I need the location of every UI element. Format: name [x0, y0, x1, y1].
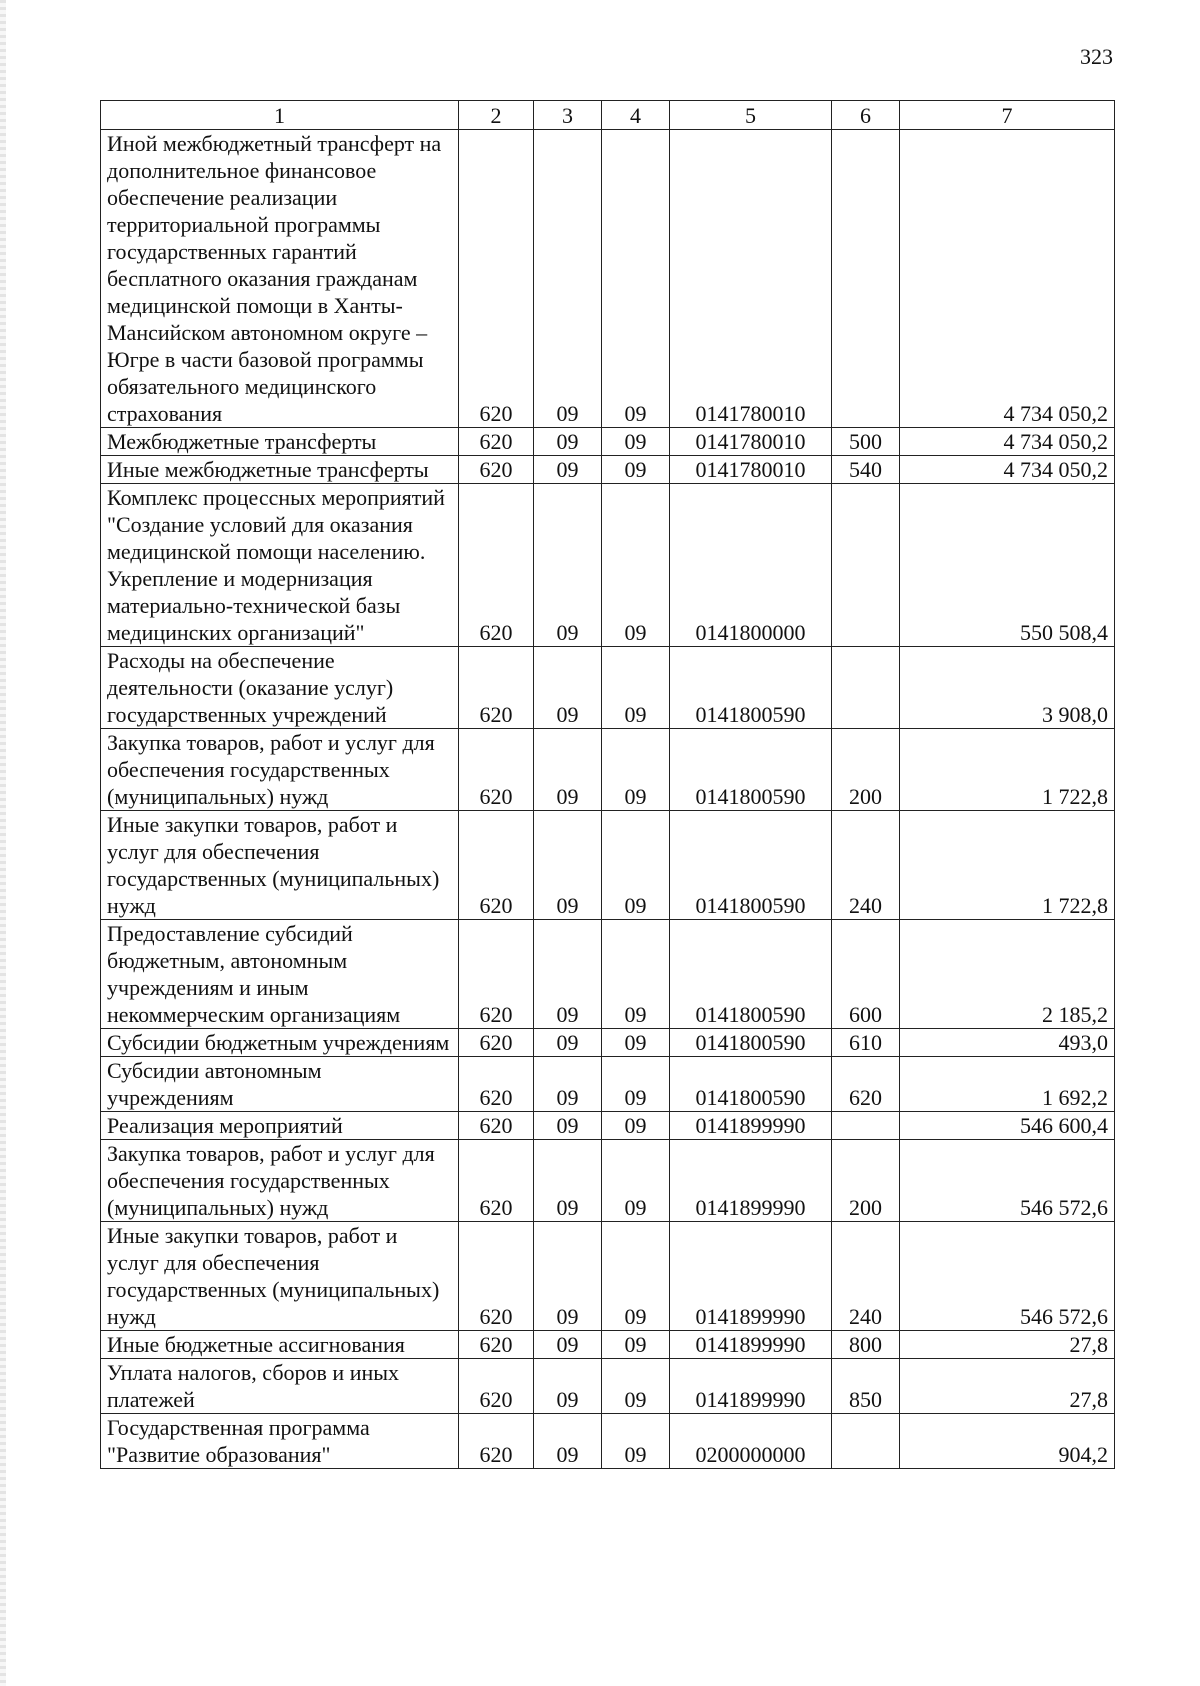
value-cell	[832, 130, 900, 428]
table-row	[101, 1029, 1115, 1057]
value-cell: 0200000000	[670, 1414, 832, 1469]
value-cell: 200	[832, 729, 900, 811]
value-cell: 620	[459, 1331, 534, 1359]
value-cell: 09	[534, 1331, 602, 1359]
value-cell: 620	[459, 456, 534, 484]
row-label-cell: Иные межбюджетные трансферты	[101, 456, 459, 484]
header-cell: 4	[602, 101, 670, 130]
value-cell: 09	[602, 1057, 670, 1112]
value-cell: 620	[459, 729, 534, 811]
header-cell: 3	[534, 101, 602, 130]
page-number: 323	[1080, 44, 1113, 69]
value-cell: 09	[534, 1140, 602, 1222]
value-cell: 09	[602, 130, 670, 428]
value-cell: 620	[459, 428, 534, 456]
table-row	[101, 647, 1115, 729]
value-cell: 493,0	[900, 1029, 1115, 1057]
table-row	[101, 1414, 1115, 1469]
value-cell: 620	[459, 1140, 534, 1222]
value-cell: 620	[459, 130, 534, 428]
table-row	[101, 1140, 1115, 1222]
value-cell: 0141780010	[670, 130, 832, 428]
value-cell: 27,8	[900, 1331, 1115, 1359]
value-cell	[832, 647, 900, 729]
row-label-cell: Иной межбюджетный трансферт на дополнительное финансовое обеспечение реализации территориальной программы государственных гарантий бесплатного оказания гражданам медицинской помощи в Ханты-Мансийском автономном округе – Югре в части базовой программы обязательного медицинского страхования	[101, 130, 459, 428]
table-header-row	[101, 101, 1115, 130]
value-cell: 0141899990	[670, 1359, 832, 1414]
table-row	[101, 920, 1115, 1029]
row-label-cell: Комплекс процессных мероприятий "Создание условий для оказания медицинской помощи населению. Укрепление и модернизация материально-технической базы медицинских организаций"	[101, 484, 459, 647]
value-cell: 09	[602, 1029, 670, 1057]
row-label-cell: Уплата налогов, сборов и иных платежей	[101, 1359, 459, 1414]
value-cell: 09	[602, 647, 670, 729]
value-cell: 1 722,8	[900, 729, 1115, 811]
value-cell: 09	[534, 729, 602, 811]
value-cell: 0141800590	[670, 1029, 832, 1057]
row-label-cell: Субсидии автономным учреждениям	[101, 1057, 459, 1112]
row-label-cell: Иные бюджетные ассигнования	[101, 1331, 459, 1359]
row-label-cell: Закупка товаров, работ и услуг для обеспечения государственных (муниципальных) нужд	[101, 1140, 459, 1222]
value-cell: 0141780010	[670, 428, 832, 456]
value-cell: 2 185,2	[900, 920, 1115, 1029]
value-cell: 4 734 050,2	[900, 428, 1115, 456]
row-label-cell: Реализация мероприятий	[101, 1112, 459, 1140]
budget-table	[100, 100, 1115, 1469]
value-cell: 09	[534, 920, 602, 1029]
table-row	[101, 484, 1115, 647]
value-cell: 540	[832, 456, 900, 484]
value-cell: 0141899990	[670, 1112, 832, 1140]
header-cell: 1	[101, 101, 459, 130]
value-cell	[832, 484, 900, 647]
row-label-cell: Предоставление субсидий бюджетным, автономным учреждениям и иным некоммерческим организациям	[101, 920, 459, 1029]
table-row	[101, 1057, 1115, 1112]
row-label-cell: Иные закупки товаров, работ и услуг для обеспечения государственных (муниципальных) нужд	[101, 1222, 459, 1331]
value-cell: 27,8	[900, 1359, 1115, 1414]
value-cell: 0141899990	[670, 1331, 832, 1359]
value-cell: 09	[602, 729, 670, 811]
row-label-cell: Иные закупки товаров, работ и услуг для обеспечения государственных (муниципальных) нужд	[101, 811, 459, 920]
value-cell: 800	[832, 1331, 900, 1359]
value-cell: 09	[534, 1359, 602, 1414]
value-cell: 620	[459, 1222, 534, 1331]
value-cell: 240	[832, 1222, 900, 1331]
value-cell: 620	[459, 1029, 534, 1057]
value-cell: 09	[602, 811, 670, 920]
value-cell: 09	[534, 484, 602, 647]
table-row	[101, 811, 1115, 920]
value-cell: 0141800590	[670, 1057, 832, 1112]
table-row	[101, 1112, 1115, 1140]
value-cell: 620	[459, 1112, 534, 1140]
value-cell: 09	[534, 130, 602, 428]
value-cell: 0141800590	[670, 920, 832, 1029]
value-cell: 240	[832, 811, 900, 920]
table-row	[101, 428, 1115, 456]
row-label-cell: Межбюджетные трансферты	[101, 428, 459, 456]
value-cell: 09	[534, 647, 602, 729]
value-cell: 09	[602, 1331, 670, 1359]
row-label-cell: Государственная программа "Развитие образования"	[101, 1414, 459, 1469]
table-row	[101, 130, 1115, 428]
value-cell: 0141899990	[670, 1140, 832, 1222]
table-row	[101, 1331, 1115, 1359]
value-cell: 4 734 050,2	[900, 456, 1115, 484]
header-cell: 7	[900, 101, 1115, 130]
value-cell: 1 692,2	[900, 1057, 1115, 1112]
value-cell: 09	[534, 428, 602, 456]
value-cell: 620	[459, 1057, 534, 1112]
value-cell: 600	[832, 920, 900, 1029]
value-cell: 09	[602, 484, 670, 647]
value-cell	[832, 1112, 900, 1140]
row-label-cell: Расходы на обеспечение деятельности (оказание услуг) государственных учреждений	[101, 647, 459, 729]
header-cell: 5	[670, 101, 832, 130]
value-cell: 904,2	[900, 1414, 1115, 1469]
header-cell: 6	[832, 101, 900, 130]
value-cell: 620	[459, 920, 534, 1029]
value-cell: 620	[459, 484, 534, 647]
value-cell: 3 908,0	[900, 647, 1115, 729]
value-cell: 09	[534, 1029, 602, 1057]
value-cell: 620	[459, 811, 534, 920]
table-row	[101, 456, 1115, 484]
value-cell: 620	[832, 1057, 900, 1112]
row-label-cell: Закупка товаров, работ и услуг для обеспечения государственных (муниципальных) нужд	[101, 729, 459, 811]
header-cell: 2	[459, 101, 534, 130]
value-cell	[832, 1414, 900, 1469]
value-cell: 4 734 050,2	[900, 130, 1115, 428]
value-cell: 09	[534, 456, 602, 484]
value-cell: 546 572,6	[900, 1140, 1115, 1222]
value-cell: 620	[459, 1359, 534, 1414]
value-cell: 0141800590	[670, 811, 832, 920]
value-cell: 09	[602, 1222, 670, 1331]
row-label-cell: Субсидии бюджетным учреждениям	[101, 1029, 459, 1057]
value-cell: 09	[602, 428, 670, 456]
value-cell: 09	[534, 1112, 602, 1140]
value-cell: 09	[534, 1414, 602, 1469]
value-cell: 0141780010	[670, 456, 832, 484]
value-cell: 09	[602, 1414, 670, 1469]
scan-edge	[0, 0, 6, 1686]
value-cell: 550 508,4	[900, 484, 1115, 647]
value-cell: 0141800590	[670, 647, 832, 729]
value-cell: 09	[534, 1222, 602, 1331]
value-cell: 500	[832, 428, 900, 456]
value-cell: 610	[832, 1029, 900, 1057]
value-cell: 200	[832, 1140, 900, 1222]
value-cell: 546 600,4	[900, 1112, 1115, 1140]
value-cell: 09	[602, 1112, 670, 1140]
value-cell: 546 572,6	[900, 1222, 1115, 1331]
table-row	[101, 729, 1115, 811]
value-cell: 09	[534, 1057, 602, 1112]
value-cell: 0141899990	[670, 1222, 832, 1331]
value-cell: 620	[459, 1414, 534, 1469]
value-cell: 09	[602, 456, 670, 484]
value-cell: 09	[602, 1140, 670, 1222]
value-cell: 850	[832, 1359, 900, 1414]
table-row	[101, 1359, 1115, 1414]
value-cell: 1 722,8	[900, 811, 1115, 920]
value-cell: 620	[459, 647, 534, 729]
value-cell: 0141800590	[670, 729, 832, 811]
value-cell: 09	[534, 811, 602, 920]
value-cell: 09	[602, 920, 670, 1029]
value-cell: 09	[602, 1359, 670, 1414]
value-cell: 0141800000	[670, 484, 832, 647]
table-row	[101, 1222, 1115, 1331]
